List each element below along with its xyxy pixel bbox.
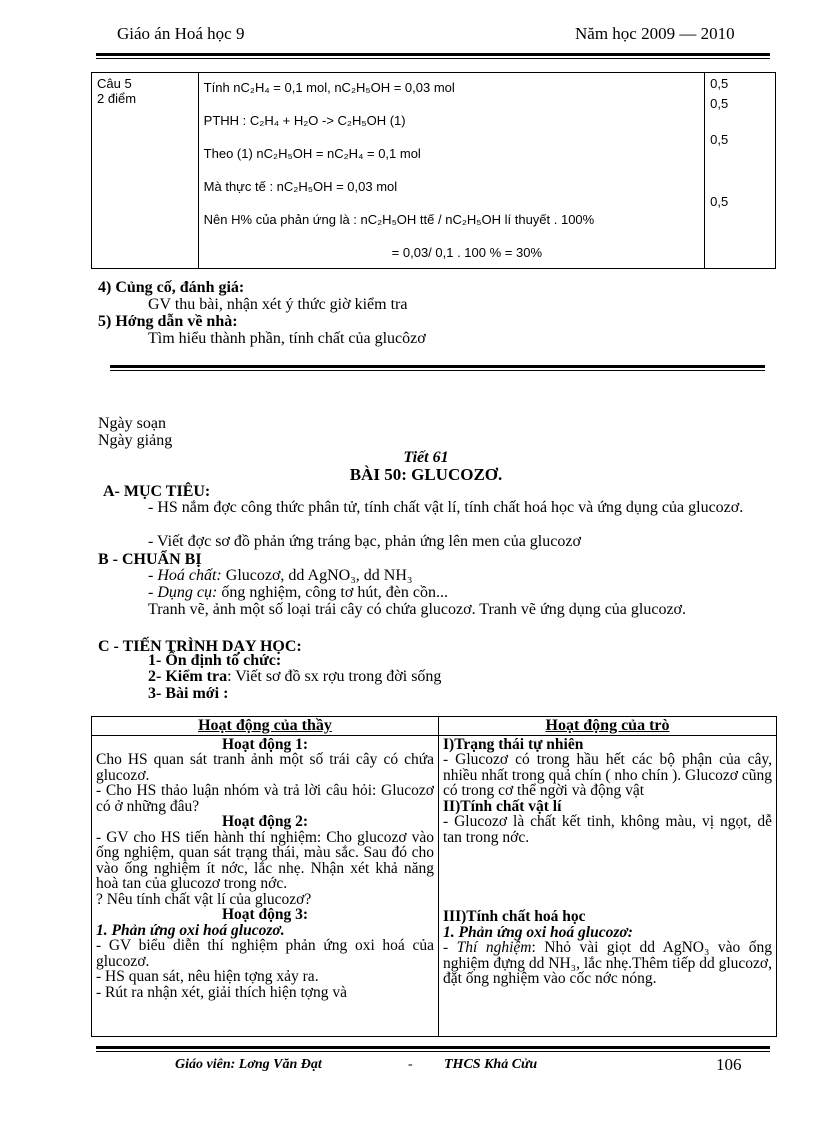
- chemicals-text: Glucozơ, dd AgNO₃, dd NH₃: [221, 567, 413, 584]
- section5-title: 5) Hớng dẫn về nhà:: [98, 313, 238, 330]
- prep-date: Ngày soạn: [98, 415, 166, 432]
- tools-label: - Dụng cụ:: [148, 584, 218, 601]
- section-a-item: - HS nắm đợc công thức phân tử, tính chất vật lí, tính chất hoá học và ứng dụng của glucozơ.: [148, 499, 744, 516]
- footer-rule-thin: [96, 1051, 770, 1052]
- footer-teacher: Giáo viên: Lơng Văn Đạt: [175, 1057, 322, 1072]
- tools-line: [148, 584, 448, 601]
- chemicals-label: - Hoá chất:: [148, 567, 222, 584]
- activity-3-text: - HS quan sát, nêu hiện tợng xảy ra.: [96, 968, 319, 985]
- activity-3-subtitle: 1. Phản ứng oxi hoá glucozơ.: [96, 921, 285, 939]
- score: 0,5: [710, 194, 729, 209]
- activity-3-text: - Rút ra nhận xét, giải thích hiện tợng và: [96, 983, 347, 1001]
- header-rule-thin: [96, 58, 770, 59]
- activity-table: [91, 716, 777, 1037]
- activity-2-title: Hoạt động 2:: [221, 813, 309, 830]
- page-number: 106: [716, 1055, 742, 1074]
- section4-text: GV thu bài, nhận xét ý thức giờ kiểm tra: [148, 296, 408, 313]
- activity-1-title: Hoạt động 1:: [221, 735, 309, 753]
- header-rule-thick: [96, 53, 770, 56]
- score: 0,5: [710, 132, 729, 147]
- lesson-period: Tiết 61: [403, 449, 449, 466]
- separator-thick: [110, 365, 765, 368]
- answer-line: Nên H% của phản ứng là : nC₂H₅OH ttế / nC₂H₅OH lí thuyết . 100%: [203, 212, 595, 227]
- footer-school: THCS Khả Cửu: [444, 1057, 538, 1072]
- column-header-teacher: Hoạt động của thầy: [92, 717, 439, 736]
- section-c-title: C - TIẾN TRÌNH DẠY HỌC:: [98, 638, 302, 655]
- student-section-3-title: III)Tính chất hoá học: [443, 908, 586, 925]
- answer-line: Mà thực tế : nC₂H₅OH = 0,03 mol: [203, 179, 398, 194]
- answer-line: Theo (1) nC₂H₅OH = nC₂H₄ = 0,1 mol: [203, 146, 421, 161]
- step-2-text: : Viết sơ đồ sx rợu trong đời sống: [227, 668, 442, 685]
- experiment-label: - Thí nghiệm: [443, 939, 532, 956]
- footer-rule-thick: [96, 1046, 770, 1049]
- student-section-1-text: - Glucozơ có trong hầu hết các bộ phận của cây, nhiều nhất trong quả chín ( nho chín ). Glucozơ cũng có trong cơ thể ngời và động vật: [443, 751, 772, 799]
- header-left: Giáo án Hoá học 9: [117, 24, 245, 43]
- student-section-1-title: I)Trạng thái tự nhiên: [443, 735, 584, 753]
- student-section-2-title: II)Tính chất vật lí: [443, 797, 562, 815]
- answer-line: = 0,03/ 0,1 . 100 % = 30%: [391, 245, 543, 260]
- answer-line: Tính nC₂H₄ = 0,1 mol, nC₂H₅OH = 0,03 mol: [203, 80, 455, 95]
- experiment-text: : Nhỏ vài giọt dd AgNO₃ vào ống nghiệm đựng dd NH₃, lắc nhẹ.Thêm tiếp dd glucozơ, đặt ống nghiệm vào cốc nớc nóng.: [443, 939, 773, 987]
- footer-dash: -: [408, 1057, 413, 1072]
- step-3: 3- Bài mới :: [148, 685, 229, 702]
- spacer: [443, 845, 772, 909]
- section5-text: Tìm hiểu thành phần, tính chất của glucôzơ: [148, 330, 426, 347]
- question-label: Câu 5: [97, 76, 132, 91]
- column-header-student: Hoạt động của trò: [439, 717, 777, 736]
- teach-date: Ngày giảng: [98, 432, 173, 449]
- activity-1-text: Cho HS quan sát tranh ảnh một số trái cây có chứa glucozơ.: [96, 751, 434, 784]
- activity-3-title: Hoạt động 3:: [221, 906, 309, 923]
- section4-title: 4) Củng cố, đánh giá:: [98, 279, 245, 296]
- question-cell: [92, 73, 199, 269]
- teacher-activities: [92, 735, 439, 1036]
- student-activities: [439, 735, 777, 1036]
- activity-2-text: - GV cho HS tiến hành thí nghiệm: Cho glucozơ vào ống nghiệm, quan sát trạng thái, màu sắc. Sau đó cho vào ống nghiệm ít nớc, lắc nhẹ. Nhận xét khả năng hoà tan của glucozơ trong nớc.: [96, 828, 434, 892]
- student-section-3-text: [443, 940, 772, 987]
- header-right: Năm học 2009 — 2010: [575, 24, 735, 43]
- tools-text: ống nghiệm, công tơ hút, đèn cồn...: [217, 584, 448, 601]
- answer-table: [91, 72, 776, 269]
- score: 0,5: [710, 96, 729, 111]
- step-2: [148, 668, 441, 685]
- section-a-item: - Viết đợc sơ đồ phản ứng tráng bạc, phản ứng lên men của glucozơ: [148, 533, 581, 550]
- activity-3-text: - GV biểu diễn thí nghiệm phản ứng oxi hoá của glucozơ.: [96, 937, 434, 970]
- activity-1-text: - Cho HS thảo luận nhóm và trả lời câu hỏi: Glucozơ có ở những đâu?: [96, 782, 434, 815]
- student-section-3-subtitle: 1. Phản ứng oxi hoá glucozơ:: [443, 923, 633, 941]
- step-1: 1- Ổn định tổ chức:: [148, 652, 282, 669]
- chemicals-line: [148, 567, 412, 584]
- activity-2-question: ? Nêu tính chất vật lí của glucozơ?: [96, 890, 312, 908]
- student-section-2-text: - Glucozơ là chất kết tinh, không màu, vị ngọt, dễ tan trong nớc.: [443, 813, 772, 846]
- step-2-label: 2- Kiểm tra: [148, 668, 228, 685]
- question-points: 2 điểm: [97, 91, 137, 106]
- lesson-title: BÀI 50: GLUCOZƠ.: [349, 465, 503, 484]
- answer-line: PTHH : C₂H₄ + H₂O -> C₂H₅OH (1): [203, 113, 406, 128]
- score: 0,5: [710, 76, 729, 91]
- score-cell: [705, 73, 776, 269]
- pictures-text: Tranh vẽ, ảnh một số loại trái cây có chứa glucozơ. Tranh vẽ ứng dụng của glucozơ.: [148, 601, 686, 618]
- section-b-title: B - CHUẨN BỊ: [98, 551, 202, 568]
- section-a-title: A- MỤC TIÊU:: [103, 483, 211, 500]
- separator-thin: [110, 370, 765, 371]
- answer-cell: [198, 73, 705, 269]
